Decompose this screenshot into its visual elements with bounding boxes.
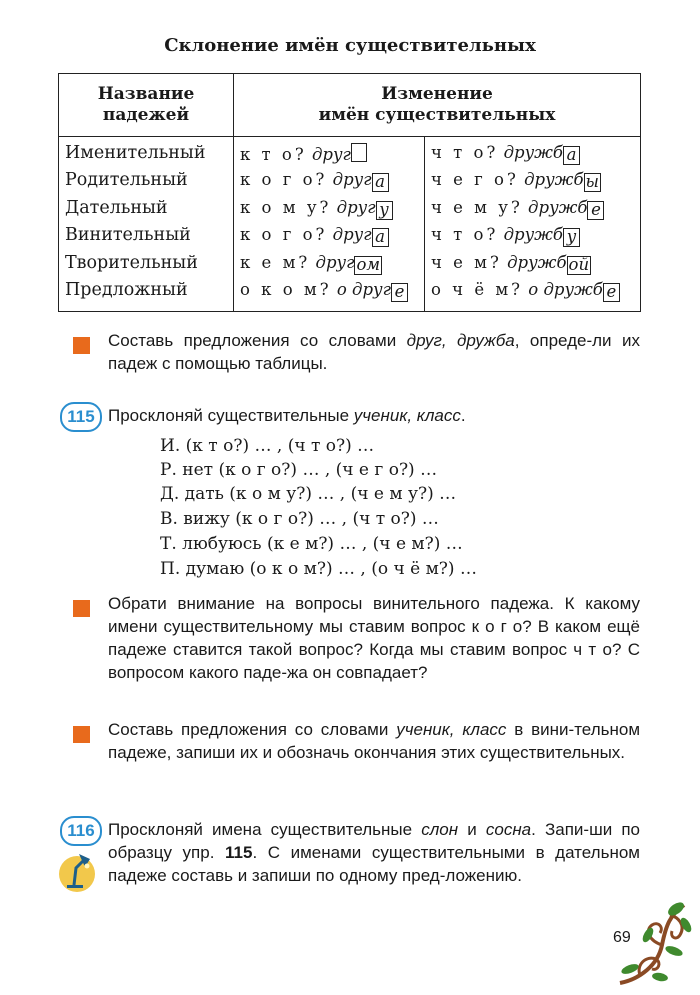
header-noun-changes: Изменение имён существительных bbox=[234, 74, 641, 137]
noun-ending-box bbox=[351, 143, 367, 162]
task-3-text: Составь предложения со словами ученик, класс в вини-тельном падеже, запиши их и обозначь окончания этих существительных. bbox=[108, 720, 641, 762]
noun-ending-box: а bbox=[372, 173, 389, 192]
drug-forms-column bbox=[234, 137, 425, 312]
noun-stem: дружб bbox=[528, 197, 588, 217]
noun-stem: друг bbox=[336, 197, 376, 217]
noun-form bbox=[240, 198, 418, 225]
noun-stem: друг bbox=[332, 225, 372, 245]
noun-ending-box: ой bbox=[568, 254, 590, 274]
task-2-text: Обрати внимание на вопросы винительного падежа. К какому имени существительному мы ставим вопрос к о г о? В каком ещё падеже ставится такой вопрос? Когда мы ставим вопрос ч т о? С вопросом какого паде-жа он совпадает? bbox=[108, 594, 640, 682]
case-names-column bbox=[59, 137, 234, 312]
noun-form bbox=[240, 280, 418, 307]
exercise-115-line: Т. любуюсь (к е м?) … , (ч е м?) … bbox=[160, 534, 463, 554]
noun-ending-box: а bbox=[372, 228, 389, 247]
task-marker-3 bbox=[73, 726, 90, 743]
header-case-names: Название падежей bbox=[59, 74, 234, 137]
noun-stem: о друг bbox=[336, 279, 391, 299]
noun-form bbox=[431, 198, 634, 225]
noun-stem: друг bbox=[332, 170, 372, 190]
exercise-115-line: Д. дать (к о м у?) … , (ч е м у?) … bbox=[160, 484, 457, 504]
declension-table bbox=[58, 73, 641, 312]
task-marker-1 bbox=[73, 337, 90, 354]
case-question: ч е м? bbox=[431, 252, 502, 272]
druzhba-forms-column bbox=[425, 137, 641, 312]
exercise-115-text: Просклоняй существительные ученик, класс. bbox=[108, 406, 466, 425]
case-question: ч т о? bbox=[431, 225, 499, 245]
noun-ending-box: ом bbox=[356, 254, 381, 274]
noun-form bbox=[240, 225, 418, 252]
exercise-115-line: В. вижу (к о г о?) … , (ч т о?) … bbox=[160, 509, 439, 529]
noun-ending-box: е bbox=[587, 201, 604, 220]
noun-stem: о дружб bbox=[528, 279, 603, 299]
noun-ending-box: а bbox=[563, 146, 580, 165]
case-name: Именительный bbox=[65, 143, 206, 163]
noun-form bbox=[240, 143, 418, 170]
case-name: Дательный bbox=[65, 197, 168, 218]
task-1-text: Составь предложения со словами друг, дружба, опреде-ли их падеж с помощью таблицы. bbox=[108, 331, 641, 373]
exercise-number-badge: 115 bbox=[60, 402, 102, 432]
case-question: о ч ё м? bbox=[431, 279, 524, 299]
noun-ending-box: ы bbox=[585, 172, 599, 192]
noun-form bbox=[431, 170, 634, 197]
noun-stem: друг bbox=[315, 252, 355, 272]
task-marker-2 bbox=[73, 600, 90, 617]
exercise-number-badge: 116 bbox=[60, 816, 102, 846]
noun-form bbox=[240, 253, 418, 280]
case-question: ч т о? bbox=[431, 143, 499, 162]
noun-form bbox=[431, 225, 634, 252]
case-question: ч е г о? bbox=[431, 170, 519, 190]
case-question: ч е м у? bbox=[431, 197, 523, 217]
noun-stem: друг bbox=[311, 145, 351, 164]
case-question: к о г о? bbox=[240, 225, 328, 245]
case-question: к е м? bbox=[240, 252, 311, 272]
case-question: к т о? bbox=[240, 145, 307, 164]
noun-stem: дружб bbox=[503, 143, 563, 162]
exercise-115-line: Р. нет (к о г о?) … , (ч е г о?) … bbox=[160, 460, 438, 480]
lamp-icon bbox=[57, 850, 97, 894]
exercise-116-text: Просклоняй имена существительные слон и сосна. Запи-ши по образцу упр. 115. С именами существительными в дательном падеже составь и запиши по одному пред-ложению. bbox=[108, 820, 640, 885]
noun-ending-box: у bbox=[563, 228, 580, 247]
case-question: о к о м? bbox=[240, 279, 332, 299]
noun-stem: дружб bbox=[503, 225, 563, 245]
case-name: Творительный bbox=[65, 252, 198, 273]
noun-form bbox=[431, 253, 634, 280]
exercise-115-line: И. (к т о?) … , (ч т о?) … bbox=[160, 436, 375, 456]
noun-ending-box: е bbox=[391, 283, 408, 302]
case-name: Винительный bbox=[65, 225, 191, 246]
noun-ending-box: у bbox=[376, 201, 393, 220]
noun-stem: дружб bbox=[507, 252, 567, 272]
page-number: 69 bbox=[613, 929, 631, 946]
noun-ending-box: е bbox=[603, 283, 620, 302]
noun-form bbox=[431, 143, 634, 170]
case-question: к о м у? bbox=[240, 197, 332, 217]
noun-form bbox=[431, 280, 634, 307]
exercise-115-line: П. думаю (о к о м?) … , (о ч ё м?) … bbox=[160, 559, 477, 579]
noun-stem: дружб bbox=[524, 170, 584, 190]
case-name: Предложный bbox=[65, 279, 188, 300]
case-name: Родительный bbox=[65, 170, 188, 191]
case-question: к о г о? bbox=[240, 170, 328, 190]
page-title: Склонение имён существительных bbox=[164, 35, 536, 56]
noun-form bbox=[240, 170, 418, 197]
